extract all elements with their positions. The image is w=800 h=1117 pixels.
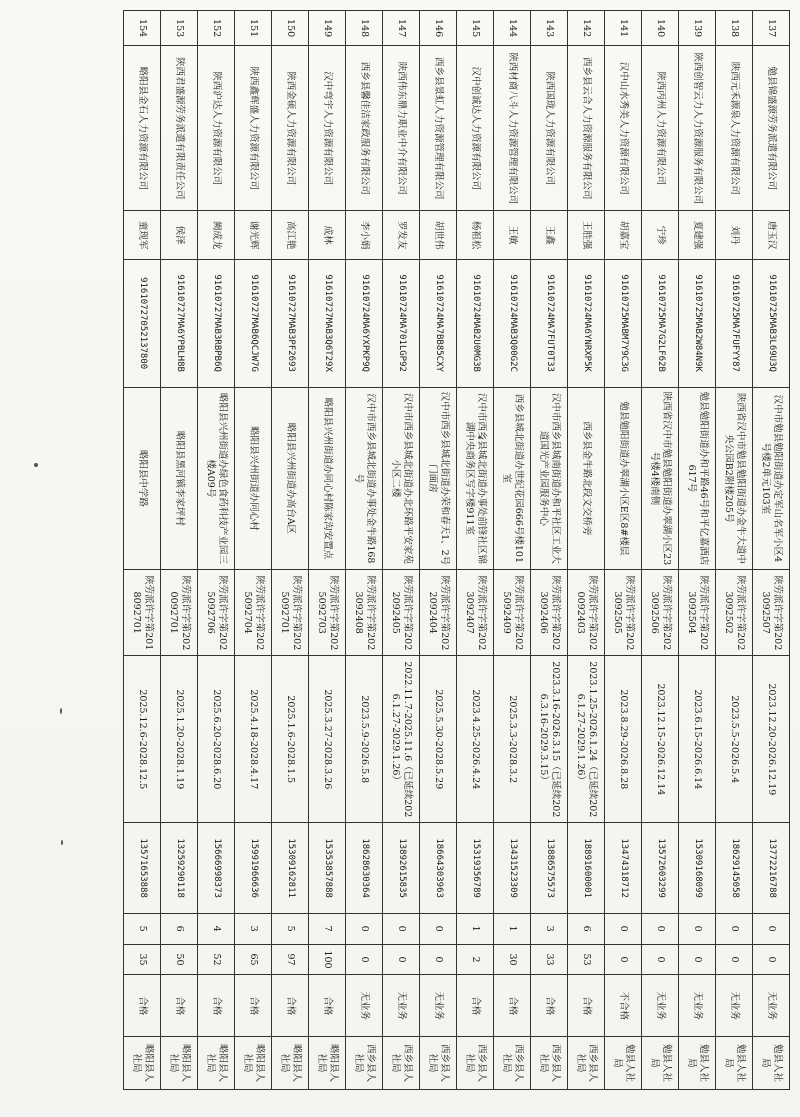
business-address: 陕西省汉中市勉县勉阳街道办翠湖小区23号楼4楼南侧 bbox=[642, 387, 679, 570]
supervising-agency: 略阳县人社局 bbox=[309, 1037, 346, 1090]
contact-phone: 18629145058 bbox=[716, 823, 753, 913]
table-row bbox=[568, 11, 605, 1090]
table-row bbox=[494, 11, 531, 1090]
credit-code: 91610727052137800 bbox=[124, 259, 161, 387]
scan-speck bbox=[60, 708, 62, 714]
legal-representative: 谢光辉 bbox=[235, 211, 272, 259]
company-name: 陕西国珑人力资源有限公司 bbox=[531, 46, 568, 211]
credit-code: 91610725MA7G2LF62B bbox=[642, 259, 679, 387]
count-a: 1 bbox=[494, 913, 531, 944]
inspection-result: 不合格 bbox=[605, 975, 642, 1037]
legal-representative: 高江艳 bbox=[272, 211, 309, 259]
permit-validity: 2025.4.18-2028.4.17 bbox=[235, 656, 272, 823]
company-name: 陕西君盛源劳务派遣有限责任公司 bbox=[161, 46, 198, 211]
legal-representative: 侯泽 bbox=[161, 211, 198, 259]
count-a: 0 bbox=[383, 913, 420, 944]
permit-number: 陕劳派许字第2023092507 bbox=[753, 570, 790, 656]
contact-phone: 15309162811 bbox=[272, 823, 309, 913]
inspection-result: 无业务 bbox=[420, 975, 457, 1037]
contact-phone: 15353857888 bbox=[309, 823, 346, 913]
inspection-result: 合格 bbox=[198, 975, 235, 1037]
inspection-result: 无业务 bbox=[642, 975, 679, 1037]
supervising-agency: 西乡县人社局 bbox=[346, 1037, 383, 1090]
company-name: 陕西伟东鼎力职业中介有限公司 bbox=[383, 46, 420, 211]
permit-number: 陕劳派许字第2023092406 bbox=[531, 570, 568, 656]
row-number: 139 bbox=[679, 11, 716, 46]
legal-representative: 罗发友 bbox=[383, 211, 420, 259]
company-name: 陕西金硕人力资源有限公司 bbox=[272, 46, 309, 211]
count-a: 0 bbox=[753, 913, 790, 944]
count-a: 5 bbox=[124, 913, 161, 944]
legal-representative: 宁珍 bbox=[642, 211, 679, 259]
permit-number: 陕劳派许字第2020092403 bbox=[568, 570, 605, 656]
row-number: 142 bbox=[568, 11, 605, 46]
contact-phone: 15309168099 bbox=[679, 823, 716, 913]
permit-number: 陕劳派许字第2025092704 bbox=[235, 570, 272, 656]
count-a: 7 bbox=[309, 913, 346, 944]
company-name: 略阳县金石人力资源有限公司 bbox=[124, 46, 161, 211]
inspection-result: 合格 bbox=[235, 975, 272, 1037]
permit-number: 陕劳派许字第2018092701 bbox=[124, 570, 161, 656]
table-row bbox=[753, 11, 790, 1090]
supervising-agency: 西乡县人社局 bbox=[568, 1037, 605, 1090]
count-a: 0 bbox=[642, 913, 679, 944]
table-row bbox=[605, 11, 642, 1090]
legal-representative: 夏建强 bbox=[679, 211, 716, 259]
legal-representative: 王鑫 bbox=[531, 211, 568, 259]
permit-number: 陕劳派许字第2023092502 bbox=[716, 570, 753, 656]
count-a: 6 bbox=[568, 913, 605, 944]
permit-number: 陕劳派许字第2020092701 bbox=[161, 570, 198, 656]
inspection-result: 合格 bbox=[568, 975, 605, 1037]
credit-code: 91610727MAB3RBPB6Q bbox=[198, 259, 235, 387]
contact-phone: 15991966636 bbox=[235, 823, 272, 913]
count-a: 4 bbox=[198, 913, 235, 944]
permit-validity: 2023.12.15-2026.12.14 bbox=[642, 656, 679, 823]
count-b: 0 bbox=[383, 944, 420, 975]
inspection-result: 合格 bbox=[161, 975, 198, 1037]
permit-number: 陕劳派许字第2023092505 bbox=[605, 570, 642, 656]
supervising-agency: 勉县人社局 bbox=[605, 1037, 642, 1090]
legal-representative: 王胜强 bbox=[568, 211, 605, 259]
count-b: 65 bbox=[235, 944, 272, 975]
business-address: 汉中市西乡县城北街道办荣和春天1、2号门面房 bbox=[420, 387, 457, 570]
count-b: 50 bbox=[161, 944, 198, 975]
supervising-agency: 略阳县人社局 bbox=[124, 1037, 161, 1090]
row-number: 154 bbox=[124, 11, 161, 46]
business-address: 西乡县城北街道办世纪花园666号楼101室 bbox=[494, 387, 531, 570]
business-address: 勉县勉阳街道办和平路46号和平亿嘉酒店617号 bbox=[679, 387, 716, 570]
supervising-agency: 西乡县人社局 bbox=[457, 1037, 494, 1090]
table-row bbox=[531, 11, 568, 1090]
contact-phone: 13886575573 bbox=[531, 823, 568, 913]
row-number: 137 bbox=[753, 11, 790, 46]
count-b: 2 bbox=[457, 944, 494, 975]
count-b: 0 bbox=[753, 944, 790, 975]
count-b: 52 bbox=[198, 944, 235, 975]
count-a: 6 bbox=[161, 913, 198, 944]
legal-representative: 唐玉汉 bbox=[753, 211, 790, 259]
permit-validity: 2023.1.25-2026.1.24（已延续2026.1.27-2029.1.26） bbox=[568, 656, 605, 823]
table-row bbox=[272, 11, 309, 1090]
agency-list-table bbox=[123, 10, 790, 1090]
contact-phone: 18628630364 bbox=[346, 823, 383, 913]
legal-representative: 刘丹 bbox=[716, 211, 753, 259]
company-name: 汉中创诚达人力资源有限公司 bbox=[457, 46, 494, 211]
credit-code: 91610724MAB3Q00G2C bbox=[494, 259, 531, 387]
count-b: 0 bbox=[605, 944, 642, 975]
business-address: 汉中市勉县勉阳街道办定军山名军小区4号楼2单元103室 bbox=[753, 387, 790, 570]
business-address: 勉县勉阳街道办翠湖小区E区8#楼层 bbox=[605, 387, 642, 570]
row-number: 149 bbox=[309, 11, 346, 46]
supervising-agency: 略阳县人社局 bbox=[161, 1037, 198, 1090]
count-a: 0 bbox=[605, 913, 642, 944]
contact-phone: 15666998373 bbox=[198, 823, 235, 913]
contact-phone: 13772216788 bbox=[753, 823, 790, 913]
row-number: 140 bbox=[642, 11, 679, 46]
credit-code: 91610724MA7FUT0T33 bbox=[531, 259, 568, 387]
supervising-agency: 西乡县人社局 bbox=[420, 1037, 457, 1090]
table-row bbox=[235, 11, 272, 1090]
credit-code: 91610724MA701LGP92 bbox=[383, 259, 420, 387]
row-number: 148 bbox=[346, 11, 383, 46]
count-a: 0 bbox=[716, 913, 753, 944]
row-number: 143 bbox=[531, 11, 568, 46]
row-number: 141 bbox=[605, 11, 642, 46]
row-number: 146 bbox=[420, 11, 457, 46]
credit-code: 91610724MA6YXPKP9Q bbox=[346, 259, 383, 387]
scan-speck bbox=[61, 840, 63, 845]
company-name: 陕西创智云力人力资源服务有限公司 bbox=[679, 46, 716, 211]
credit-code: 91610727MAB6QCJW7G bbox=[235, 259, 272, 387]
company-name: 汉中弯宇人力资源有限公司 bbox=[309, 46, 346, 211]
contact-phone: 18891600001 bbox=[568, 823, 605, 913]
legal-representative: 李小娟 bbox=[346, 211, 383, 259]
permit-number: 陕劳派许字第2025092409 bbox=[494, 570, 531, 656]
company-name: 汉中山水秀美人力资源有限公司 bbox=[605, 46, 642, 211]
credit-code: 91610724MAB2U0MG3B bbox=[457, 259, 494, 387]
business-address: 汉中市西乡县城北街道办事处金牛路168号 bbox=[346, 387, 383, 570]
legal-representative: 阙成龙 bbox=[198, 211, 235, 259]
company-name: 西乡县景虹人力资源管理有限公司 bbox=[420, 46, 457, 211]
contact-phone: 13572603299 bbox=[642, 823, 679, 913]
contact-phone: 13474318712 bbox=[605, 823, 642, 913]
legal-representative: 杨祖松 bbox=[457, 211, 494, 259]
count-b: 0 bbox=[420, 944, 457, 975]
table-row bbox=[420, 11, 457, 1090]
row-number: 151 bbox=[235, 11, 272, 46]
table-row bbox=[124, 11, 161, 1090]
supervising-agency: 西乡县人社局 bbox=[494, 1037, 531, 1090]
company-name: 陕西沪达人力资源有限公司 bbox=[198, 46, 235, 211]
permit-validity: 2025.12.6-2028.12.5 bbox=[124, 656, 161, 823]
permit-validity: 2025.5.30-2028.5.29 bbox=[420, 656, 457, 823]
count-a: 5 bbox=[272, 913, 309, 944]
permit-number: 陕劳派许字第2022092405 bbox=[383, 570, 420, 656]
supervising-agency: 勉县人社局 bbox=[679, 1037, 716, 1090]
credit-code: 91610727MA6YPBLH8B bbox=[161, 259, 198, 387]
table-row bbox=[642, 11, 679, 1090]
company-name: 西乡县云合人力资源服务有限公司 bbox=[568, 46, 605, 211]
table-body bbox=[124, 11, 790, 1090]
supervising-agency: 西乡县人社局 bbox=[383, 1037, 420, 1090]
permit-validity: 2023.4.25-2026.4.24 bbox=[457, 656, 494, 823]
supervising-agency: 略阳县人社局 bbox=[235, 1037, 272, 1090]
permit-number: 陕劳派许字第2023092407 bbox=[457, 570, 494, 656]
permit-validity: 2023.6.15-2026.6.14 bbox=[679, 656, 716, 823]
company-name: 陕西鑫辉盛人力资源有限公司 bbox=[235, 46, 272, 211]
count-b: 53 bbox=[568, 944, 605, 975]
supervising-agency: 勉县人社局 bbox=[753, 1037, 790, 1090]
inspection-result: 无业务 bbox=[346, 975, 383, 1037]
inspection-result: 无业务 bbox=[716, 975, 753, 1037]
company-name: 西乡县馨佳洁家政服务有限公司 bbox=[346, 46, 383, 211]
business-address: 西乡县金牛路北段文交桥旁 bbox=[568, 387, 605, 570]
business-address: 略阳县黑河镇李家坪村 bbox=[161, 387, 198, 570]
table-row bbox=[198, 11, 235, 1090]
permit-validity: 2023.5.5-2026.5.4 bbox=[716, 656, 753, 823]
count-b: 0 bbox=[679, 944, 716, 975]
inspection-result: 无业务 bbox=[383, 975, 420, 1037]
permit-validity: 2025.1.6-2028.1.5 bbox=[272, 656, 309, 823]
table-row bbox=[161, 11, 198, 1090]
row-number: 147 bbox=[383, 11, 420, 46]
inspection-result: 无业务 bbox=[679, 975, 716, 1037]
permit-number: 陕劳派许字第2023092408 bbox=[346, 570, 383, 656]
supervising-agency: 勉县人社局 bbox=[642, 1037, 679, 1090]
supervising-agency: 略阳县人社局 bbox=[198, 1037, 235, 1090]
permit-validity: 2022.11.7-2025.11.6（已延续2026.1.27-2029.1.26） bbox=[383, 656, 420, 823]
legal-representative: 成林 bbox=[309, 211, 346, 259]
scan-speck bbox=[34, 463, 38, 467]
permit-validity: 2023.5.9-2026.5.8 bbox=[346, 656, 383, 823]
rotated-table-container bbox=[67, 10, 790, 1090]
contact-phone: 13431523309 bbox=[494, 823, 531, 913]
credit-code: 91610725MA7FUFYY87 bbox=[716, 259, 753, 387]
business-address: 汉中市西乡县城北街道办北环路平安家苑小区二楼 bbox=[383, 387, 420, 570]
inspection-result: 合格 bbox=[309, 975, 346, 1037]
legal-representative: 胡世伟 bbox=[420, 211, 457, 259]
contact-phone: 13571653888 bbox=[124, 823, 161, 913]
contact-phone: 13259290118 bbox=[161, 823, 198, 913]
credit-code: 91610727MAB3PF2693 bbox=[272, 259, 309, 387]
count-a: 0 bbox=[346, 913, 383, 944]
contact-phone: 15319356789 bbox=[457, 823, 494, 913]
count-a: 3 bbox=[235, 913, 272, 944]
credit-code: 91610725MAB2W84N9K bbox=[679, 259, 716, 387]
inspection-result: 合格 bbox=[457, 975, 494, 1037]
count-a: 0 bbox=[420, 913, 457, 944]
business-address: 汉中市西乡县城南街道办和平社区工业大道国光产业园服务中心 bbox=[531, 387, 568, 570]
business-address: 陕西省汉中市勉县勉阳街道办金牛大道中央公园B2附楼205号 bbox=[716, 387, 753, 570]
business-address: 略阳县兴州街道办同心村陈家沟安置点 bbox=[309, 387, 346, 570]
credit-code: 91610724MA7BB85CXY bbox=[420, 259, 457, 387]
permit-validity: 2025.3.27-2028.3.26 bbox=[309, 656, 346, 823]
permit-validity: 2023.3.16-2026.3.15（已延续2026.3.16-2029.3.15） bbox=[531, 656, 568, 823]
permit-validity: 2025.6.20-2028.6.20 bbox=[198, 656, 235, 823]
row-number: 145 bbox=[457, 11, 494, 46]
supervising-agency: 勉县人社局 bbox=[716, 1037, 753, 1090]
company-name: 陕西元禾源泉人力资源有限公司 bbox=[716, 46, 753, 211]
count-b: 0 bbox=[716, 944, 753, 975]
inspection-result: 无业务 bbox=[753, 975, 790, 1037]
count-b: 97 bbox=[272, 944, 309, 975]
count-a: 3 bbox=[531, 913, 568, 944]
permit-number: 陕劳派许字第2025092706 bbox=[198, 570, 235, 656]
company-name: 陕西丙州人力资源有限公司 bbox=[642, 46, 679, 211]
count-b: 33 bbox=[531, 944, 568, 975]
company-name: 陕西材商八斗人力资源管理有限公司 bbox=[494, 46, 531, 211]
business-address: 略阳县兴州街道办绿色食药科技产业园三楼A09号 bbox=[198, 387, 235, 570]
count-a: 0 bbox=[679, 913, 716, 944]
supervising-agency: 西乡县人社局 bbox=[531, 1037, 568, 1090]
inspection-result: 合格 bbox=[531, 975, 568, 1037]
legal-representative: 王敏 bbox=[494, 211, 531, 259]
count-a: 1 bbox=[457, 913, 494, 944]
permit-number: 陕劳派许字第2025092701 bbox=[272, 570, 309, 656]
permit-number: 陕劳派许字第2025092703 bbox=[309, 570, 346, 656]
row-number: 150 bbox=[272, 11, 309, 46]
row-number: 138 bbox=[716, 11, 753, 46]
permit-number: 陕劳派许字第2023092506 bbox=[642, 570, 679, 656]
inspection-result: 合格 bbox=[272, 975, 309, 1037]
permit-validity: 2023.8.29-2026.8.28 bbox=[605, 656, 642, 823]
inspection-result: 合格 bbox=[124, 975, 161, 1037]
inspection-result: 合格 bbox=[494, 975, 531, 1037]
table-row bbox=[716, 11, 753, 1090]
row-number: 144 bbox=[494, 11, 531, 46]
table-row bbox=[679, 11, 716, 1090]
credit-code: 91610727MAB3Q6T29X bbox=[309, 259, 346, 387]
contact-phone: 13892615835 bbox=[383, 823, 420, 913]
legal-representative: 胡嘉宝 bbox=[605, 211, 642, 259]
business-address: 略阳县兴州街道办同心村 bbox=[235, 387, 272, 570]
credit-code: 91610724MA6YNRXP5K bbox=[568, 259, 605, 387]
count-b: 100 bbox=[309, 944, 346, 975]
permit-number: 陕劳派许字第2023092504 bbox=[679, 570, 716, 656]
row-number: 152 bbox=[198, 11, 235, 46]
permit-validity: 2025.1.20-2028.1.19 bbox=[161, 656, 198, 823]
contact-phone: 18664303963 bbox=[420, 823, 457, 913]
legal-representative: 童现军 bbox=[124, 211, 161, 259]
permit-validity: 2025.3.3-2028.3.2 bbox=[494, 656, 531, 823]
table-row bbox=[309, 11, 346, 1090]
table-row bbox=[457, 11, 494, 1090]
business-address: 略阳县中学路 bbox=[124, 387, 161, 570]
permit-validity: 2023.12.20-2026.12.19 bbox=[753, 656, 790, 823]
credit-code: 91610725MAB3L69U3Q bbox=[753, 259, 790, 387]
count-b: 0 bbox=[642, 944, 679, 975]
credit-code: 91610725MABM7Y9C3G bbox=[605, 259, 642, 387]
business-address: 略阳县兴州街道办高台A区 bbox=[272, 387, 309, 570]
count-b: 30 bbox=[494, 944, 531, 975]
count-b: 0 bbox=[346, 944, 383, 975]
table-row bbox=[346, 11, 383, 1090]
business-address: 汉中市西乡县城北街道办事处前锋社区锦湖中央商务区写字楼911室 bbox=[457, 387, 494, 570]
supervising-agency: 略阳县人社局 bbox=[272, 1037, 309, 1090]
company-name: 勉县锦盛源劳务派遣有限公司 bbox=[753, 46, 790, 211]
permit-number: 陕劳派许字第2022092404 bbox=[420, 570, 457, 656]
table-row bbox=[383, 11, 420, 1090]
count-b: 35 bbox=[124, 944, 161, 975]
row-number: 153 bbox=[161, 11, 198, 46]
